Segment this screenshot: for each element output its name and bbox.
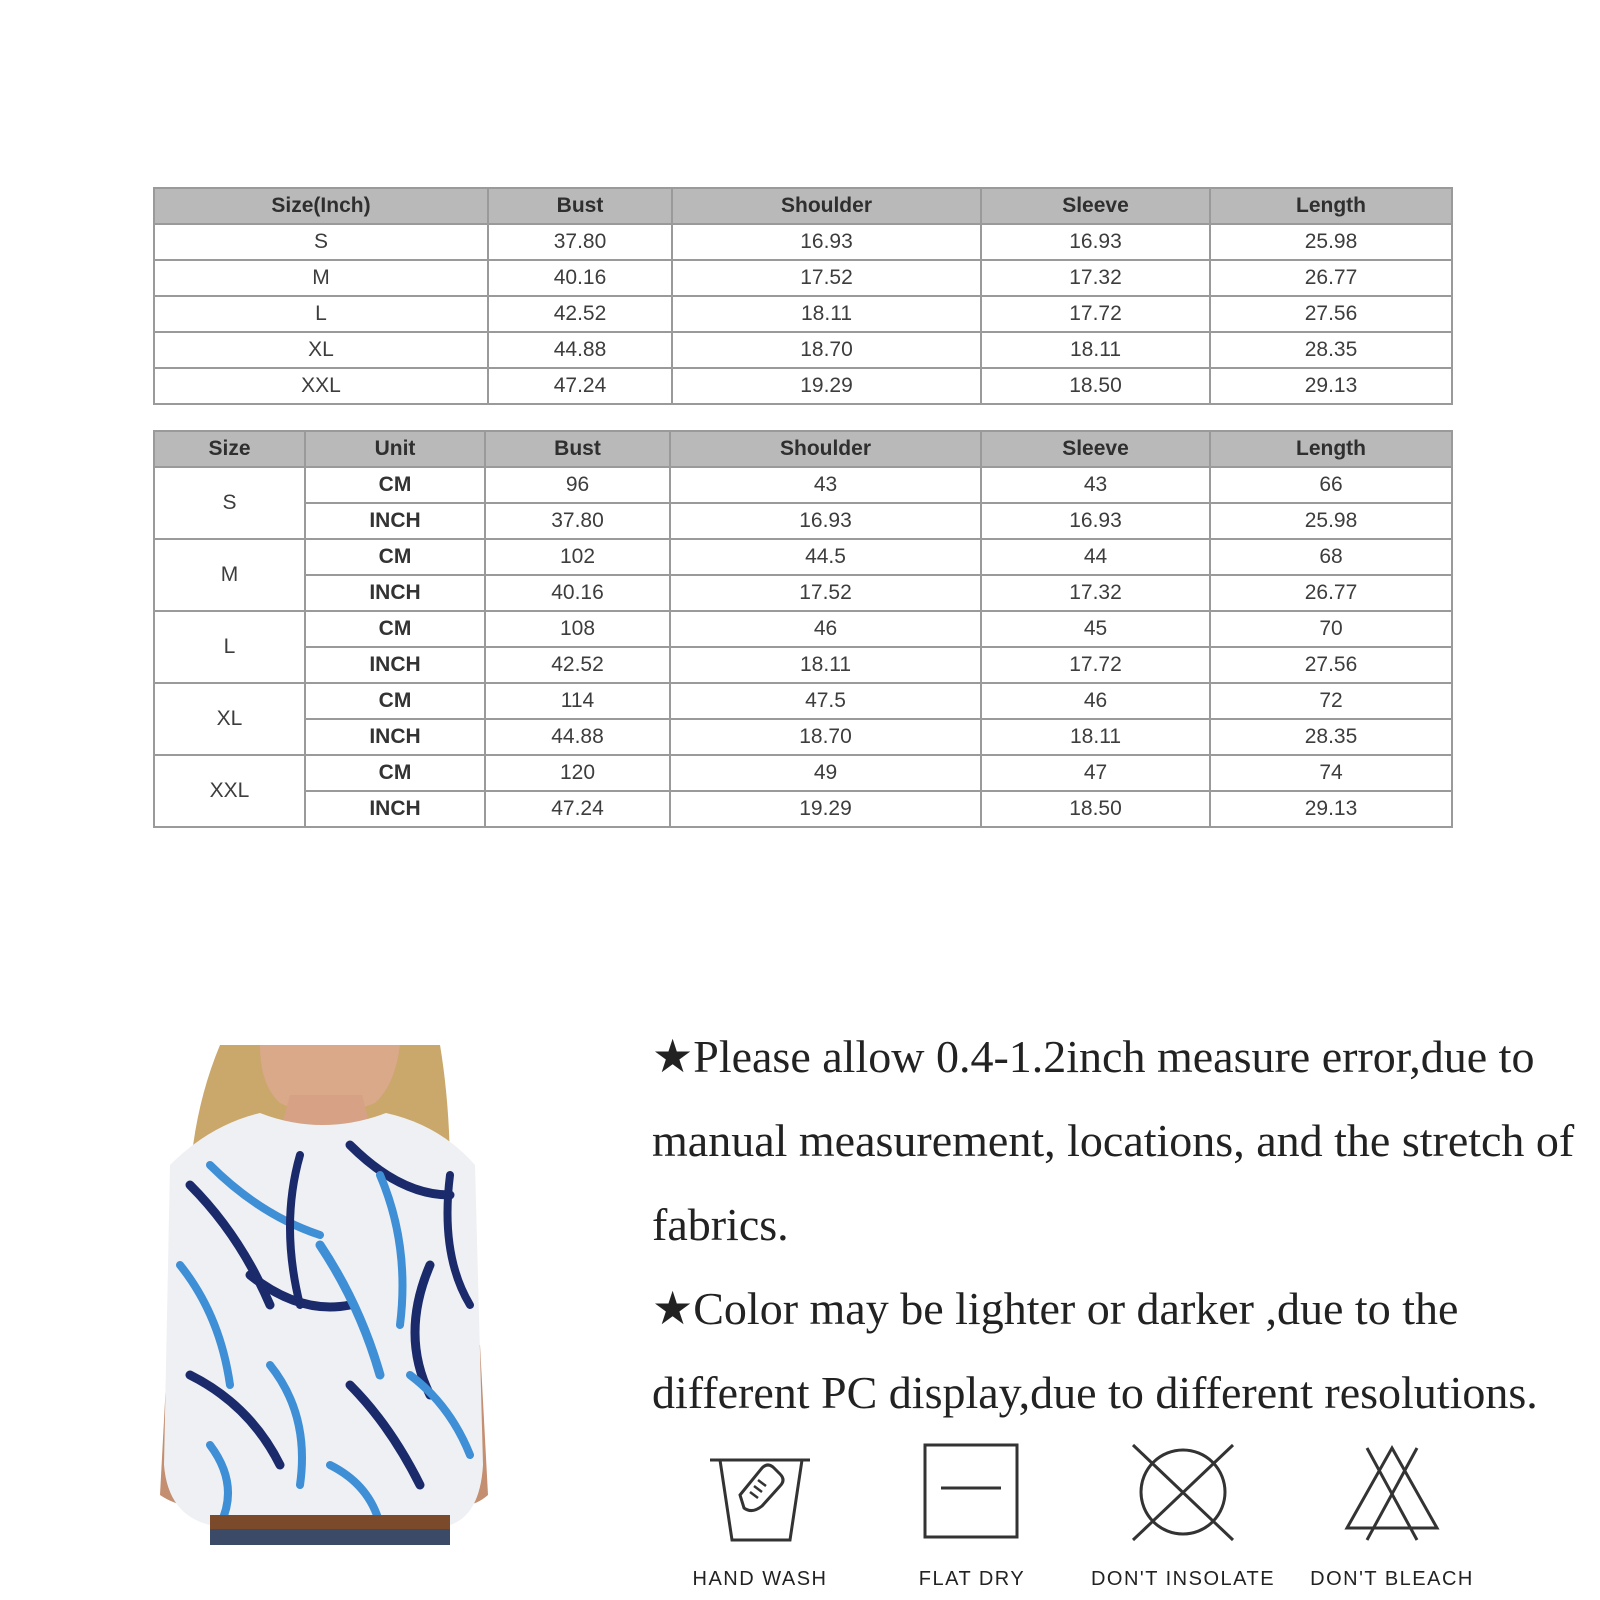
table-row (154, 683, 1452, 719)
cell-bust: 108 (485, 611, 670, 647)
cell-shoulder: 46 (670, 611, 981, 647)
cell-unit: INCH (305, 575, 485, 611)
header-shoulder: Shoulder (670, 431, 981, 467)
cell-size: XL (154, 683, 305, 755)
cell-sleeve: 17.72 (981, 296, 1210, 332)
cell-shoulder: 18.70 (672, 332, 981, 368)
cell-length: 68 (1210, 539, 1452, 575)
cell-sleeve: 16.93 (981, 224, 1210, 260)
cell-length: 70 (1210, 611, 1452, 647)
cell-bust: 37.80 (488, 224, 672, 260)
cell-unit: INCH (305, 791, 485, 827)
cell-length: 27.56 (1210, 296, 1452, 332)
cell-length: 28.35 (1210, 719, 1452, 755)
header-length: Length (1210, 188, 1452, 224)
table-header-row (154, 188, 1452, 224)
care-label-dont-bleach: DON'T BLEACH (1310, 1568, 1474, 1590)
cell-size: XL (154, 332, 488, 368)
cell-bust: 40.16 (488, 260, 672, 296)
cell-size: S (154, 224, 488, 260)
cell-shoulder: 18.70 (670, 719, 981, 755)
table-row (154, 755, 1452, 791)
table-row (154, 791, 1452, 827)
header-bust: Bust (488, 188, 672, 224)
cell-shoulder: 19.29 (672, 368, 981, 404)
cell-sleeve: 17.72 (981, 647, 1210, 683)
cell-unit: CM (305, 467, 485, 503)
cell-unit: CM (305, 755, 485, 791)
cell-bust: 40.16 (485, 575, 670, 611)
table-row (154, 719, 1452, 755)
cell-length: 29.13 (1210, 791, 1452, 827)
dont-bleach-icon (1292, 1440, 1492, 1550)
cell-shoulder: 17.52 (670, 575, 981, 611)
cell-unit: CM (305, 683, 485, 719)
cell-length: 27.56 (1210, 647, 1452, 683)
cell-shoulder: 18.11 (670, 647, 981, 683)
cell-length: 25.98 (1210, 224, 1452, 260)
cell-sleeve: 18.50 (981, 368, 1210, 404)
cell-length: 29.13 (1210, 368, 1452, 404)
table-row (154, 647, 1452, 683)
cell-bust: 42.52 (485, 647, 670, 683)
cell-sleeve: 44 (981, 539, 1210, 575)
cell-size: M (154, 260, 488, 296)
cell-shoulder: 44.5 (670, 539, 981, 575)
cell-length: 26.77 (1210, 575, 1452, 611)
cell-bust: 47.24 (488, 368, 672, 404)
cell-size: XXL (154, 368, 488, 404)
cell-unit: CM (305, 539, 485, 575)
cell-sleeve: 17.32 (981, 575, 1210, 611)
header-size: Size (154, 431, 305, 467)
cell-size: XXL (154, 755, 305, 827)
care-label-flat-dry: FLAT DRY (918, 1568, 1026, 1590)
notes-text (652, 1015, 1592, 1435)
cell-unit: INCH (305, 719, 485, 755)
dont-insolate-icon (1083, 1440, 1283, 1550)
cell-sleeve: 47 (981, 755, 1210, 791)
size-chart-inch (153, 187, 1453, 405)
header-bust: Bust (485, 431, 670, 467)
cell-length: 25.98 (1210, 503, 1452, 539)
header-unit: Unit (305, 431, 485, 467)
cell-unit: INCH (305, 647, 485, 683)
hand-wash-icon (660, 1440, 860, 1550)
cell-unit: CM (305, 611, 485, 647)
size-chart-cm-inch (153, 430, 1453, 828)
cell-unit: INCH (305, 503, 485, 539)
header-sleeve: Sleeve (981, 188, 1210, 224)
cell-shoulder: 16.93 (672, 224, 981, 260)
cell-shoulder: 18.11 (672, 296, 981, 332)
cell-length: 72 (1210, 683, 1452, 719)
flat-dry-icon (872, 1440, 1072, 1550)
model-photo (150, 1045, 495, 1545)
cell-size: L (154, 296, 488, 332)
cell-sleeve: 45 (981, 611, 1210, 647)
table-row (154, 611, 1452, 647)
cell-bust: 120 (485, 755, 670, 791)
cell-length: 66 (1210, 467, 1452, 503)
table-row (154, 332, 1452, 368)
cell-length: 26.77 (1210, 260, 1452, 296)
table-row (154, 260, 1452, 296)
header-sleeve: Sleeve (981, 431, 1210, 467)
header-size-inch: Size(Inch) (154, 188, 488, 224)
table-row (154, 539, 1452, 575)
cell-bust: 42.52 (488, 296, 672, 332)
header-shoulder: Shoulder (672, 188, 981, 224)
cell-sleeve: 17.32 (981, 260, 1210, 296)
cell-bust: 44.88 (485, 719, 670, 755)
cell-sleeve: 46 (981, 683, 1210, 719)
cell-size: M (154, 539, 305, 611)
cell-size: L (154, 611, 305, 683)
cell-length: 74 (1210, 755, 1452, 791)
cell-bust: 44.88 (488, 332, 672, 368)
cell-shoulder: 43 (670, 467, 981, 503)
cell-length: 28.35 (1210, 332, 1452, 368)
cell-shoulder: 19.29 (670, 791, 981, 827)
cell-shoulder: 47.5 (670, 683, 981, 719)
table-row (154, 368, 1452, 404)
cell-sleeve: 18.50 (981, 791, 1210, 827)
table-row (154, 467, 1452, 503)
cell-bust: 102 (485, 539, 670, 575)
care-label-hand-wash: HAND WASH (692, 1568, 828, 1590)
table-row (154, 296, 1452, 332)
cell-bust: 96 (485, 467, 670, 503)
note-color-variation: ★Color may be lighter or darker ,due to the different PC display,due to different resolutions. (652, 1283, 1538, 1418)
header-length: Length (1210, 431, 1452, 467)
table-header-row (154, 431, 1452, 467)
cell-shoulder: 49 (670, 755, 981, 791)
cell-shoulder: 17.52 (672, 260, 981, 296)
table-row (154, 575, 1452, 611)
cell-bust: 47.24 (485, 791, 670, 827)
care-label-dont-insolate: DON'T INSOLATE (1090, 1568, 1276, 1590)
cell-size: S (154, 467, 305, 539)
table-row (154, 224, 1452, 260)
cell-sleeve: 43 (981, 467, 1210, 503)
cell-bust: 37.80 (485, 503, 670, 539)
note-measure-error: ★Please allow 0.4-1.2inch measure error,due to manual measurement, locations, and the stretch of fabrics. (652, 1031, 1575, 1250)
table-row (154, 503, 1452, 539)
cell-sleeve: 18.11 (981, 332, 1210, 368)
cell-bust: 114 (485, 683, 670, 719)
cell-sleeve: 18.11 (981, 719, 1210, 755)
cell-shoulder: 16.93 (670, 503, 981, 539)
cell-sleeve: 16.93 (981, 503, 1210, 539)
